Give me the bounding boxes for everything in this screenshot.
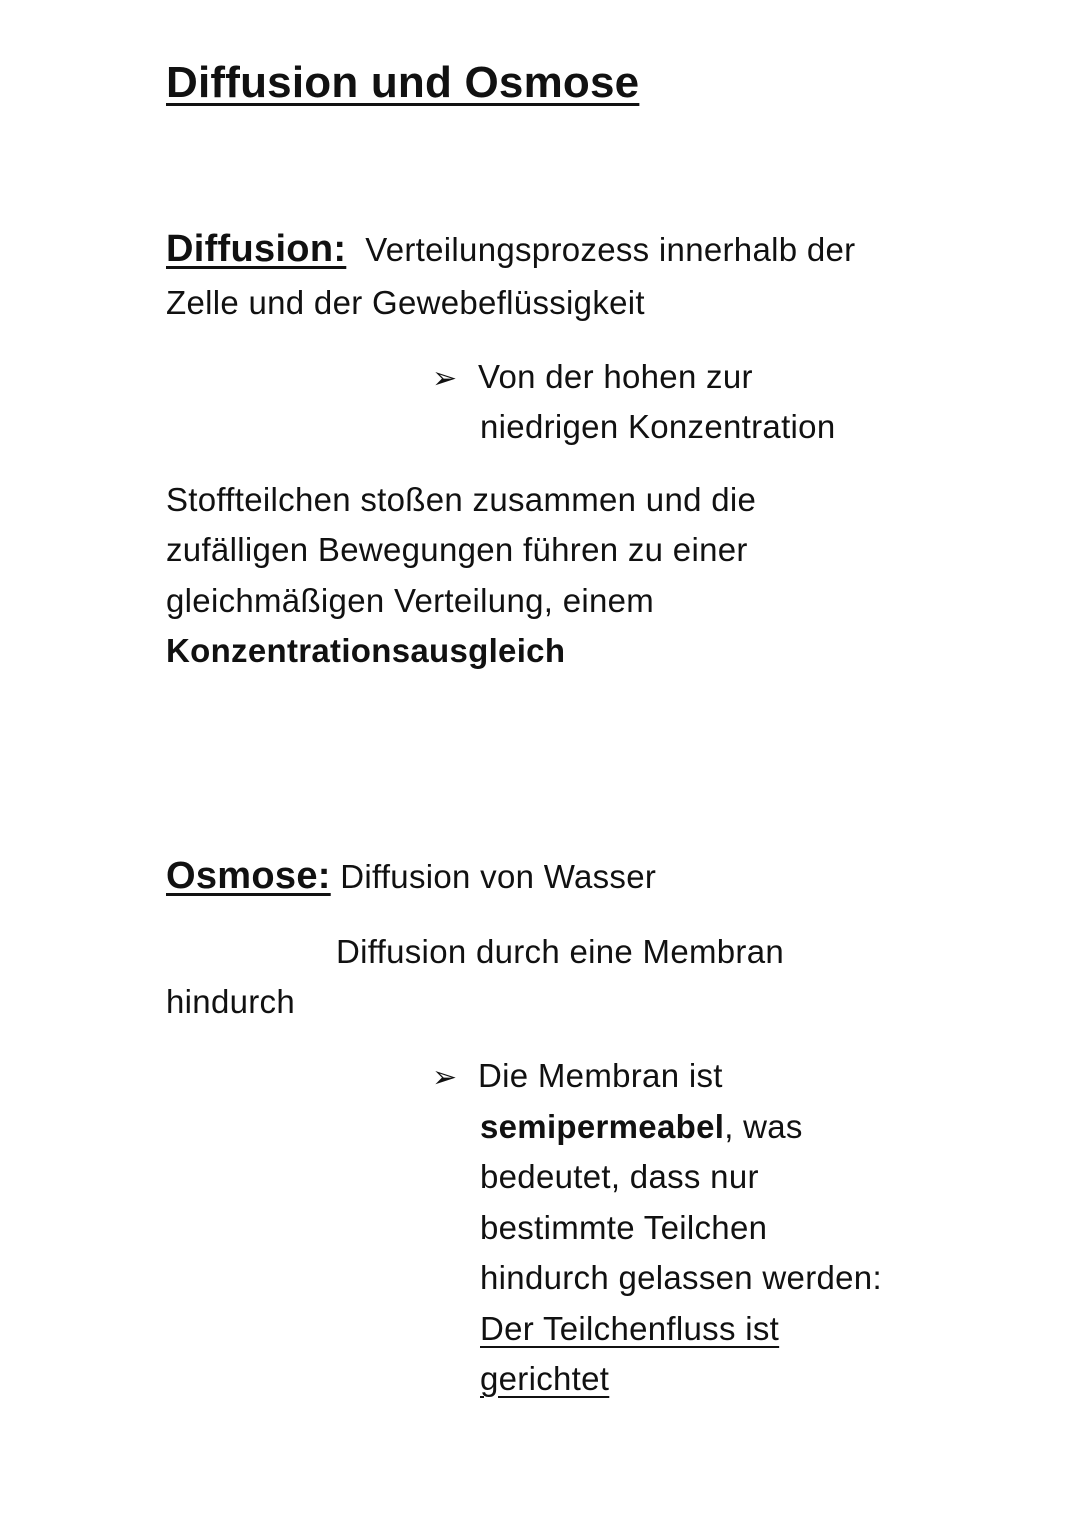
diffusion-definition-line2: Zelle und der Gewebeflüssigkeit: [166, 284, 645, 321]
osmose-bullet-after-bold: , was: [724, 1108, 803, 1145]
diffusion-bullet-line2: niedrigen Konzentration: [480, 408, 836, 445]
osmose-sub-line2: hindurch: [166, 983, 295, 1020]
osmose-bullet-line1: Die Membran ist: [478, 1057, 723, 1094]
diffusion-paragraph-line2: zufälligen Bewegungen führen zu einer: [166, 531, 748, 568]
semipermeable-term: semipermeabel: [480, 1108, 725, 1145]
osmose-bullet-line2: [480, 1102, 803, 1152]
osmose-term: Osmose:: [166, 855, 331, 897]
osmose-bullet-line4: bestimmte Teilchen: [480, 1209, 768, 1246]
osmose-bullet-underlined1: Der Teilchenfluss ist: [480, 1310, 780, 1347]
osmose-bullet: [432, 1051, 723, 1103]
concentration-balance-term: Konzentrationsausgleich: [166, 632, 566, 669]
diffusion-definition-row: [166, 224, 855, 275]
osmose-bullet-line5: hindurch gelassen werden:: [480, 1259, 882, 1296]
osmose-bullet-underlined2: gerichtet: [480, 1360, 610, 1397]
diffusion-term: Diffusion:: [166, 228, 347, 270]
osmose-definition-row: [166, 851, 656, 902]
page-title: Diffusion und Osmose: [166, 58, 640, 107]
diffusion-paragraph-bold: [166, 626, 565, 676]
diffusion-definition-line1: Verteilungsprozess innerhalb der: [365, 231, 856, 268]
diffusion-paragraph-line3: gleichmäßigen Verteilung, einem: [166, 582, 655, 619]
diffusion-bullet: [432, 352, 753, 404]
arrow-bullet-icon: ➢: [432, 362, 458, 395]
osmose-sub-line1: Diffusion durch eine Membran: [336, 933, 785, 970]
diffusion-paragraph-line1: Stoffteilchen stoßen zusammen und die: [166, 481, 757, 518]
arrow-bullet-icon: ➢: [432, 1061, 458, 1094]
diffusion-bullet-line1: Von der hohen zur: [478, 358, 753, 395]
osmose-bullet-line3: bedeutet, dass nur: [480, 1158, 759, 1195]
osmose-definition: Diffusion von Wasser: [340, 858, 657, 895]
